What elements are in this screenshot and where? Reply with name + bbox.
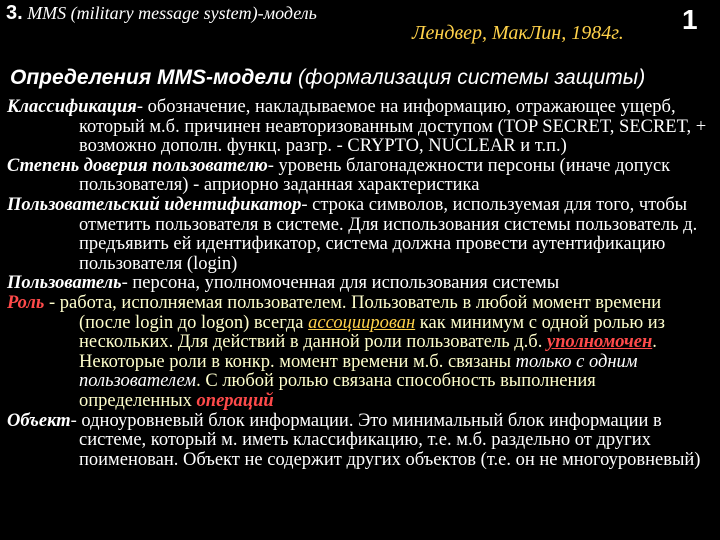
definition-text: - строка символов, используемая для того, чтобы отметить пользователя в системе. Для использования системы пользователь д. предъявить ей идентификатор, система должна провести аутентификацию пользователя (login) <box>79 194 698 274</box>
slide-title: MMS (military message system)-модель <box>22 3 317 23</box>
emphasis-authorized: уполномочен <box>546 332 653 353</box>
definition-clearance <box>7 157 713 196</box>
definition-text: - одноуровневый блок информации. Это минимальный блок информации в системе, который м. иметь классификацию, т.е. м.б. раздельно от других поименован. Объект не содержит других объектов (т.е. он не многоуровневый) <box>70 410 701 470</box>
author-citation: Лендвер, МакЛин, 1984г. <box>412 22 624 44</box>
definition-user-id <box>7 196 713 274</box>
definition-object <box>7 412 713 471</box>
section-title: Определения MMS-модели <box>10 66 293 89</box>
definition-text: . Некоторые роли в конкр. момент времени м.б. связаны <box>79 332 657 372</box>
section-number: 3. <box>6 2 23 24</box>
emphasis-only-one-user: только с одним пользователем <box>79 351 638 392</box>
definition-term: Объект <box>7 410 71 431</box>
definition-text: как минимум с одной ролью из нескольких. Для действий в данной роли пользователь д.б. <box>79 312 665 353</box>
emphasis-operations: операций <box>196 390 274 411</box>
slide-header <box>6 2 317 25</box>
definition-term: Классификация <box>7 97 137 117</box>
definition-term: Степень доверия пользователю <box>7 155 268 176</box>
definition-text: - уровень благонадежности персоны (иначе допуск пользователя) - априорно заданная характеристика <box>79 155 671 196</box>
definition-text: - обозначение, накладываемое на информацию, отражающее ущерб, который м.б. причинен неавторизованным доступом (TOP SECRET, SECRET, + возможно дополн. функц. разгр. - CRYPTO, NUCLEAR и т.п.) <box>79 97 707 157</box>
definition-user <box>7 274 713 294</box>
definitions-list <box>7 98 713 470</box>
definition-text: . С любой ролью связана способность выполнения определенных <box>79 371 596 411</box>
section-subtitle: (формализация системы защиты) <box>292 66 646 89</box>
definition-term: Пользователь <box>7 273 122 294</box>
definition-text: - работа, исполняемая пользователем. Пользователь в любой момент времени (после login до logon) всегда <box>44 292 662 333</box>
definition-term: Роль <box>7 292 45 313</box>
definition-classification <box>7 98 713 157</box>
definition-text: - персона, уполномоченная для использования системы <box>121 273 560 294</box>
definition-role <box>7 294 713 412</box>
section-heading <box>10 66 645 90</box>
page-number: 1 <box>682 4 698 35</box>
emphasis-associated: ассоциирован <box>308 312 416 333</box>
definition-term: Пользовательский идентификатор <box>7 194 302 215</box>
